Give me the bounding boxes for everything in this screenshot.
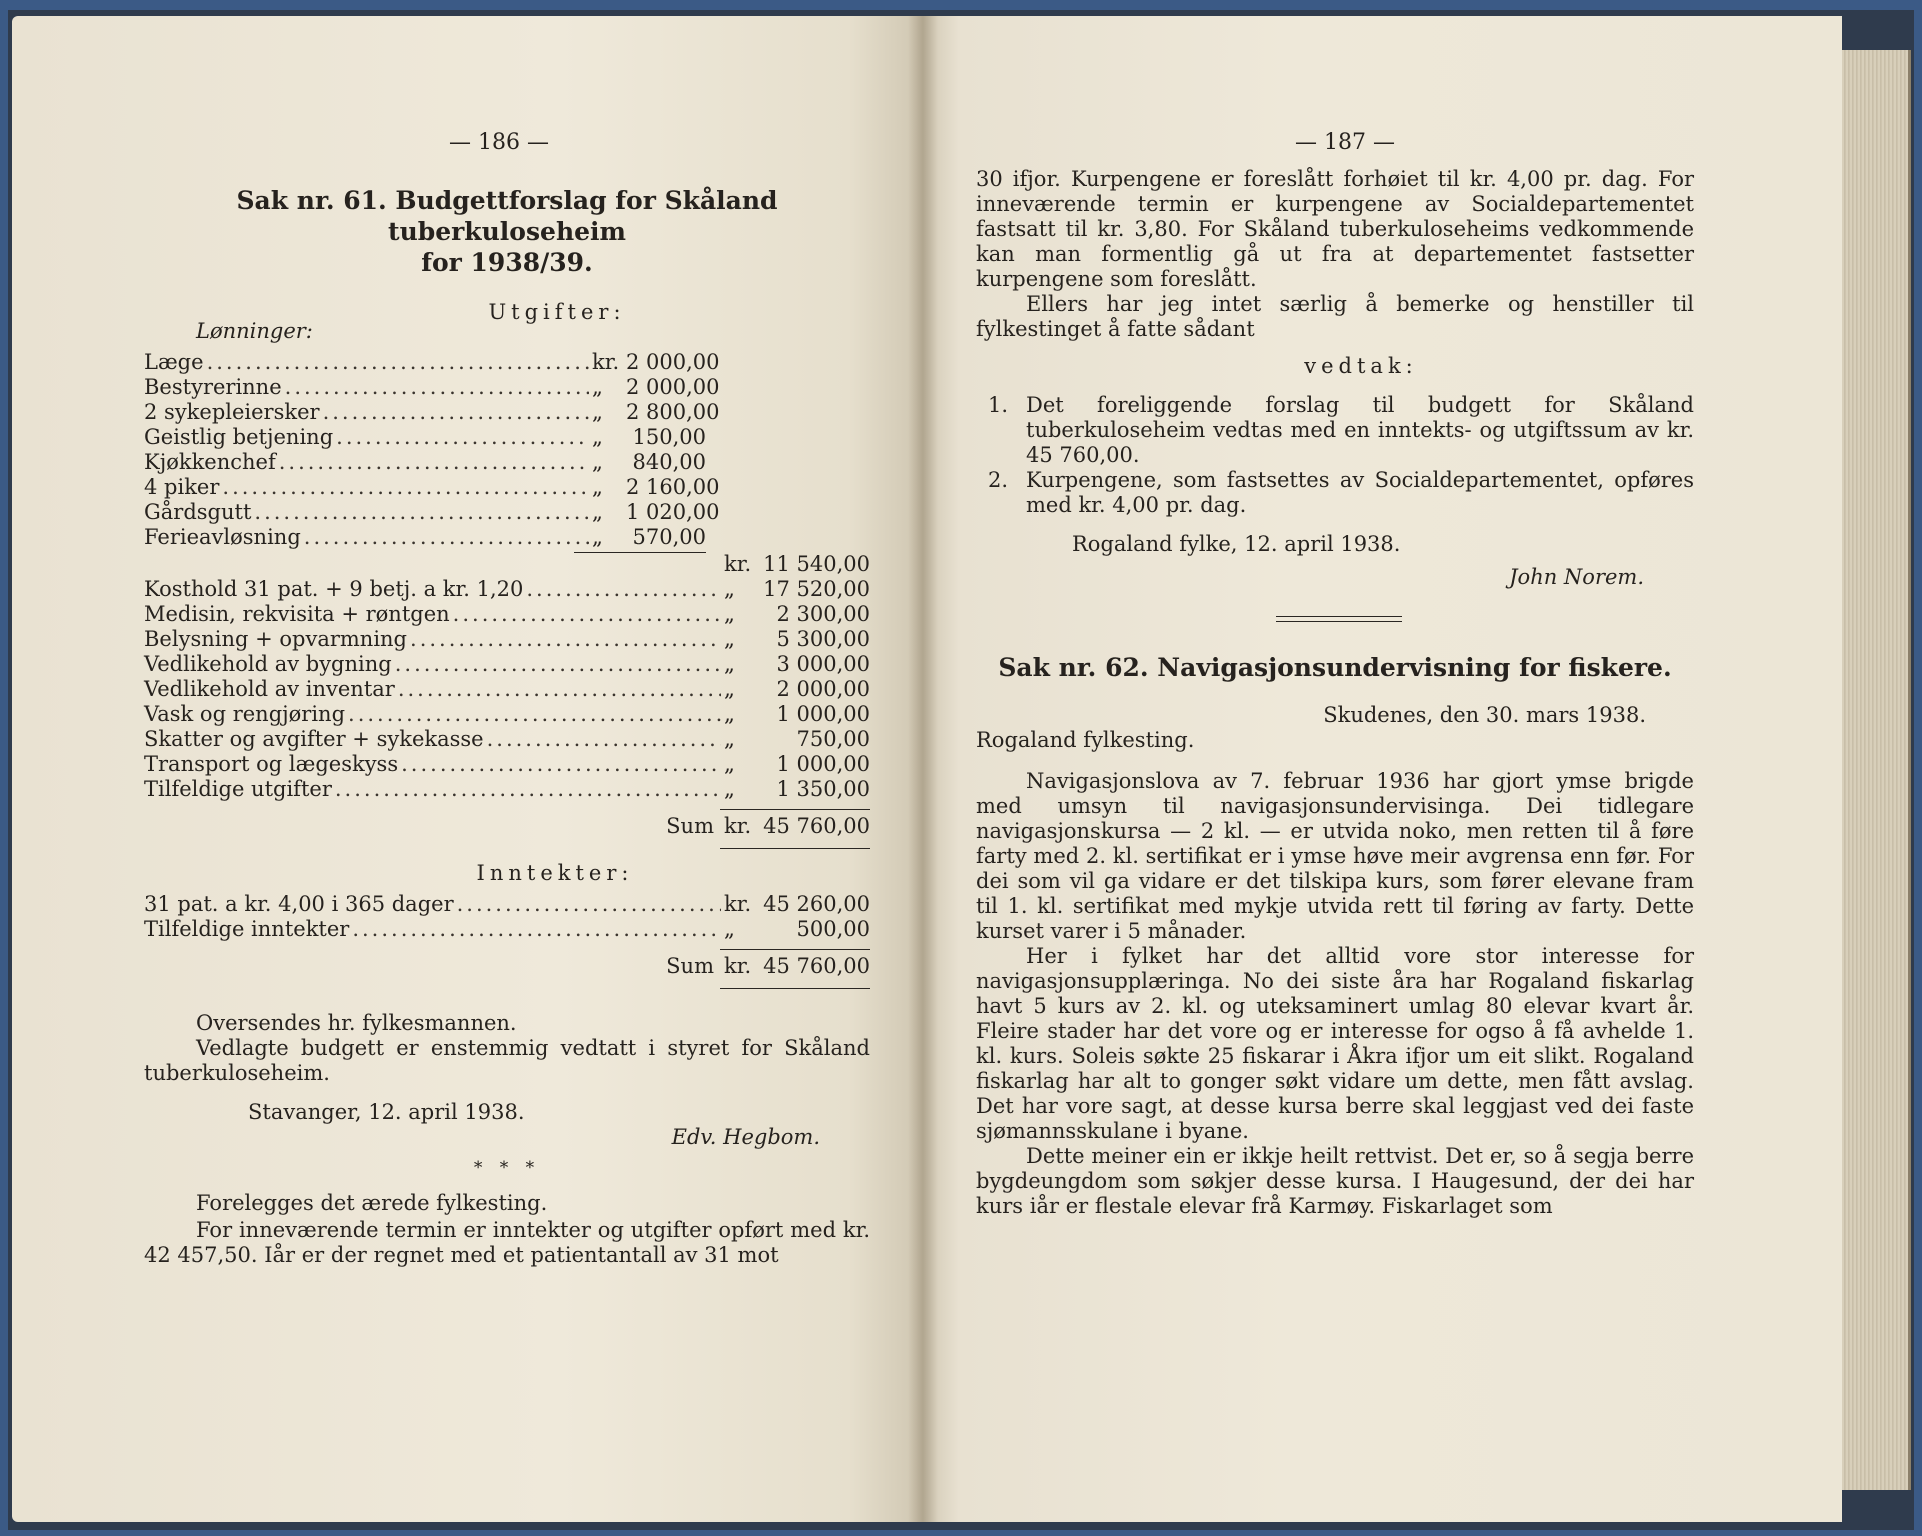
currency: „ — [592, 475, 603, 499]
inntekter-title: Inntekter: — [476, 861, 634, 885]
row-label: 2 sykepleiersker — [144, 400, 320, 424]
row-label: Bestyrerinne — [144, 375, 282, 399]
dot-leader — [207, 350, 589, 375]
dot-leader — [487, 727, 721, 752]
right-page — [976, 130, 1694, 1219]
currency: „ — [592, 500, 603, 524]
salary-row — [144, 375, 720, 400]
vedlagte-text: Vedlagte budgett er enstemmig vedtatt i styret for Skåland tuberkuloseheim. — [144, 1036, 870, 1085]
currency: „ — [724, 752, 735, 776]
income-sum-row — [144, 954, 870, 979]
income-row — [144, 917, 870, 942]
dot-leader — [336, 425, 589, 450]
expense-row — [144, 577, 870, 602]
paragraph-ellers: Ellers har jeg intet særlig å bemerke og henstiller til fylkestinget å fatte sådant — [976, 292, 1694, 341]
amount: 11 540,00 — [763, 552, 870, 576]
row-label: Kjøkkenchef — [144, 450, 276, 474]
amount: 2 300,00 — [776, 602, 870, 626]
place-date-2: Skudenes, den 30. mars 1938. — [1323, 703, 1646, 727]
salary-row — [144, 475, 720, 500]
currency: kr. — [592, 350, 620, 374]
section-heading — [144, 185, 870, 278]
income-sum-rule-bottom — [720, 988, 870, 989]
amount: 2 000,00 — [776, 677, 870, 701]
dot-leader — [395, 652, 721, 677]
row-label: Tilfeldige utgifter — [144, 777, 332, 801]
salary-row — [144, 525, 706, 550]
salary-row — [144, 500, 720, 525]
amount: 17 520,00 — [763, 577, 870, 601]
salary-row — [144, 425, 706, 450]
dot-leader — [323, 400, 589, 425]
resolution-item — [976, 393, 1694, 468]
currency: „ — [592, 400, 603, 424]
currency: „ — [724, 577, 735, 601]
amount: 45 760,00 — [763, 954, 870, 978]
currency: kr. — [724, 892, 752, 916]
dot-leader — [335, 777, 721, 802]
row-label: Ferieavløsning — [144, 525, 301, 549]
dot-leader — [457, 892, 721, 917]
amount: 2 800,00 — [626, 400, 720, 424]
row-label: Vedlikehold av inventar — [144, 677, 395, 701]
expense-sum-row — [144, 814, 870, 839]
currency: „ — [592, 525, 603, 549]
separator-stars: * * * — [473, 1158, 541, 1178]
currency: kr. — [724, 954, 752, 978]
page-edges — [1842, 50, 1911, 1490]
income-table — [144, 892, 870, 942]
amount: 2 000,00 — [626, 375, 720, 399]
row-label: Geistlig betjening — [144, 425, 334, 449]
expense-row — [144, 777, 870, 802]
amount: 570,00 — [632, 525, 706, 549]
currency: „ — [724, 602, 735, 626]
page-number: — 187 — — [1295, 130, 1395, 155]
currency: „ — [592, 450, 603, 474]
heading-line-1: Sak nr. 61. Budgettforslag for Skåland tuberkuloseheim — [236, 186, 778, 246]
resolution-number: 2. — [988, 468, 1009, 492]
currency: „ — [724, 627, 735, 651]
currency: „ — [724, 702, 735, 726]
signature: John Norem. — [1509, 565, 1644, 589]
section-divider-top — [1276, 616, 1402, 617]
currency: kr. — [724, 814, 752, 838]
dot-leader — [279, 450, 589, 475]
amount: 500,00 — [796, 917, 870, 941]
dot-leader — [222, 475, 589, 500]
dot-leader — [304, 525, 589, 550]
sum-label: Sum — [666, 814, 714, 838]
row-label: Gårdsgutt — [144, 500, 252, 524]
oversendes-text: Oversendes hr. fylkesmannen. — [196, 1011, 517, 1035]
amount: 1 020,00 — [626, 500, 720, 524]
heading-line-2: for 1938/39. — [421, 248, 593, 277]
termin-text: For inneværende termin er inntekter og utgifter opført med kr. 42 457,50. Iår er der regnet med et patientantall av 31 mot — [144, 1218, 870, 1267]
dot-leader — [401, 752, 721, 777]
dot-leader — [352, 917, 721, 942]
salaries-subtotal-rule — [574, 552, 706, 553]
resolution-text: Kurpengene, som fastsettes av Socialdepartementet, opføres med kr. 4,00 pr. dag. — [1026, 468, 1694, 517]
sum-rule-top — [720, 809, 870, 810]
amount: 2 160,00 — [626, 475, 720, 499]
row-label: 4 piker — [144, 475, 220, 499]
expense-row — [144, 652, 870, 677]
salaries-table — [144, 350, 720, 550]
currency: „ — [724, 777, 735, 801]
row-label: Medisin, rekvisita + røntgen — [144, 602, 450, 626]
amount: 45 260,00 — [763, 892, 870, 916]
amount: 45 760,00 — [763, 814, 870, 838]
section-heading-62: Sak nr. 62. Navigasjonsundervisning for fiskere. — [998, 653, 1672, 682]
dot-leader — [254, 500, 589, 525]
signature: Edv. Hegbom. — [671, 1125, 820, 1149]
amount: 3 000,00 — [776, 652, 870, 676]
expense-row — [144, 627, 870, 652]
sum-label: Sum — [666, 954, 714, 978]
row-label: 31 pat. a kr. 4,00 i 365 dager — [144, 892, 454, 916]
body-paragraph: Dette meiner ein er ikkje heilt rettvist. Det er, so å segja berre bygdeungdom som søkjer desse kursa. I Haugesund, der dei har kurs iår er flestale elevar frå Karmøy. Fiskarlaget som — [976, 1144, 1694, 1218]
utgifter-title: Utgifter: — [488, 300, 626, 324]
sum-rule-bottom — [720, 848, 870, 849]
expenses-table — [144, 577, 870, 802]
amount: 1 350,00 — [776, 777, 870, 801]
section-divider-bottom — [1276, 621, 1402, 622]
amount: 750,00 — [796, 727, 870, 751]
book-spine — [908, 16, 938, 1522]
row-label: Kosthold 31 pat. + 9 betj. a kr. 1,20 — [144, 577, 524, 601]
dot-leader — [285, 375, 589, 400]
addressee: Rogaland fylkesting. — [976, 728, 1195, 752]
currency: „ — [592, 425, 603, 449]
currency: „ — [724, 727, 735, 751]
resolution-text: Det foreliggende forslag til budgett for Skåland tuberkuloseheim vedtas med en inntekts- og utgiftssum av kr. 45 760,00. — [1026, 393, 1694, 467]
amount: 2 000,00 — [626, 350, 720, 374]
row-label: Tilfeldige inntekter — [144, 917, 350, 941]
dot-leader — [526, 577, 721, 602]
resolution-number: 1. — [988, 393, 1009, 417]
currency: kr. — [724, 552, 752, 576]
expense-row — [144, 752, 870, 777]
income-sum-rule-top — [720, 949, 870, 950]
body-paragraph: Navigasjonslova av 7. februar 1936 har gjort ymse brigde med umsyn til navigasjonsundervisinga. Dei tidlegare navigasjonskursa — 2 kl. — er utvida noko, men retten til å føre farty med 2. kl. sertifikat er i ymse høve meir avgrensa enn før. For dei som vil ga vidare er det tilskipa kurs, som fører elevane fram til 1. kl. sertifikat med mykje utvida rett til føring av farty. Dette kurset varer i 5 månader. — [976, 769, 1694, 943]
income-row — [144, 892, 870, 917]
resolution-item — [976, 468, 1694, 518]
salary-row — [144, 450, 706, 475]
amount: 1 000,00 — [776, 702, 870, 726]
currency: „ — [724, 677, 735, 701]
dot-leader — [348, 702, 721, 727]
salaries-total-row — [144, 552, 870, 577]
lonninger-label: Lønninger: — [196, 319, 313, 343]
resolutions-list — [976, 393, 1694, 518]
paragraph-continuation: 30 ifjor. Kurpengene er foreslått forhøiet til kr. 4,00 pr. dag. For inneværende termin er kurpengene av Socialdepartementet fastsatt til kr. 3,80. For Skåland tuberkuloseheims vedkommende kan man formentlig gå ut fra at departementet fastsetter kurpengene som foreslått. — [976, 167, 1694, 291]
place-date: Stavanger, 12. april 1938. — [248, 1100, 525, 1124]
amount: 1 000,00 — [776, 752, 870, 776]
currency: „ — [724, 652, 735, 676]
left-page — [144, 130, 870, 1268]
row-label: Belysning + opvarmning — [144, 627, 408, 651]
row-label: Læge — [144, 350, 204, 374]
salary-row — [144, 350, 720, 375]
dot-leader — [453, 602, 721, 627]
amount: 840,00 — [632, 450, 706, 474]
body-paragraph: Her i fylket har det alltid vore stor interesse for navigasjonsupplæringa. No dei siste åra har Rogaland fiskarlag havt 5 kurs av 2. kl. og uteksaminert umlag 80 elevar kvart år. Fleire stader har det vore og er interesse for ogso å få avhelde 1. kl. kurs. Soleis søkte 25 fiskarar i Åkra ifjor um eit slikt. Rogaland fiskarlag har alt to gonger søkt vidare um dette, men fått avslag. Det har vore sagt, at desse kursa berre skal leggjast ved dei faste sjømannsskulane i byane. — [976, 944, 1694, 1143]
place-date: Rogaland fylke, 12. april 1938. — [1072, 532, 1401, 556]
expense-row — [144, 677, 870, 702]
dot-leader — [398, 677, 721, 702]
forelegges-text: Forelegges det ærede fylkesting. — [196, 1191, 548, 1215]
page-number: — 186 — — [449, 130, 549, 155]
vedtak-title: vedtak: — [1304, 354, 1418, 378]
row-label: Vask og rengjøring — [144, 702, 346, 726]
salary-row — [144, 400, 720, 425]
expense-row — [144, 727, 870, 752]
dot-leader — [410, 627, 721, 652]
amount: 5 300,00 — [776, 627, 870, 651]
expense-row — [144, 702, 870, 727]
currency: „ — [724, 917, 735, 941]
row-label: Skatter og avgifter + sykekasse — [144, 727, 484, 751]
row-label: Transport og lægeskyss — [144, 752, 399, 776]
currency: „ — [592, 375, 603, 399]
expense-row — [144, 602, 870, 627]
amount: 150,00 — [632, 425, 706, 449]
row-label: Vedlikehold av bygning — [144, 652, 392, 676]
